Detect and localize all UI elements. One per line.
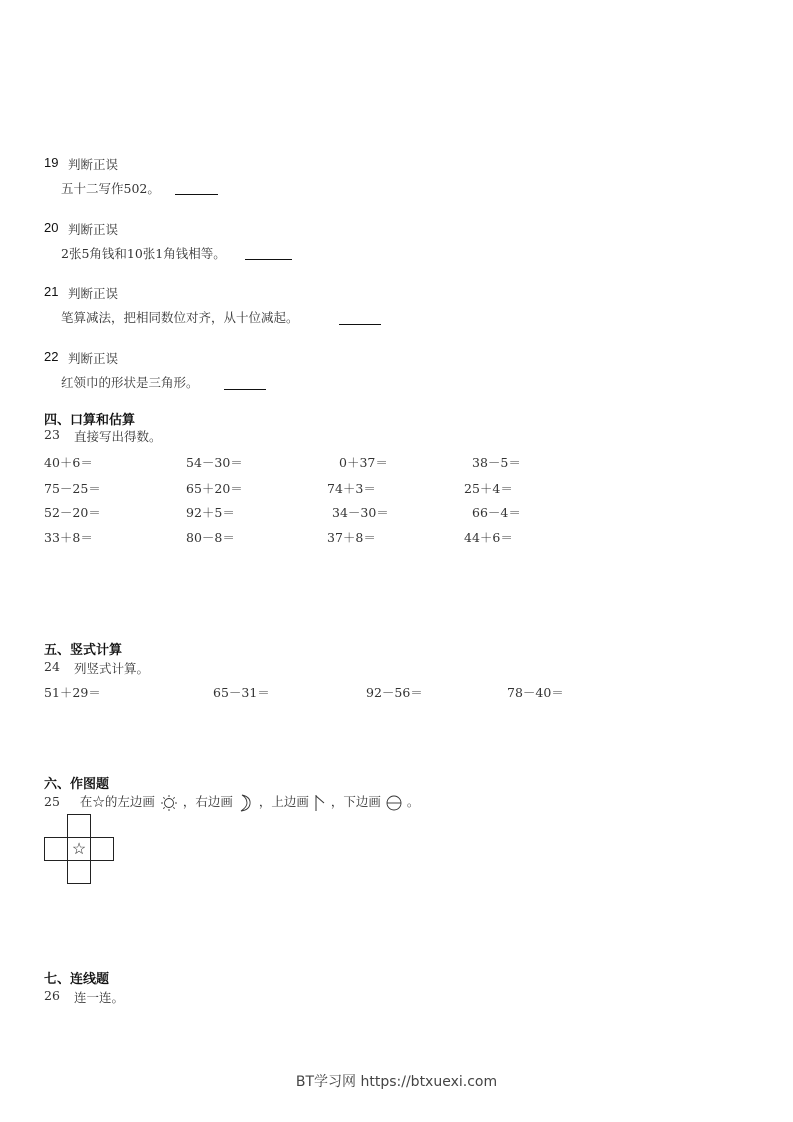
question-text-part: ，下边画 bbox=[330, 794, 381, 809]
flag-icon bbox=[313, 793, 327, 813]
math-expression: 33＋8＝ bbox=[44, 530, 93, 545]
question-25-line bbox=[44, 792, 419, 813]
question-statement: 笔算减法，把相同数位对齐，从十位减起。 bbox=[61, 310, 299, 325]
footer-watermark: BT学习网 https://btxuexi.com bbox=[295, 1074, 498, 1090]
math-expression: 92＋5＝ bbox=[186, 505, 235, 520]
math-expression: 25＋4＝ bbox=[464, 481, 513, 496]
math-expression: 92－56＝ bbox=[366, 685, 423, 700]
section-heading: 六、作图题 bbox=[44, 777, 110, 792]
section-heading: 五、竖式计算 bbox=[44, 643, 123, 658]
question-statement: 五十二写作502。 bbox=[61, 181, 160, 196]
question-number: 26 bbox=[44, 988, 60, 1003]
math-expression: 65－31＝ bbox=[213, 685, 270, 700]
question-number: 23 bbox=[44, 427, 60, 442]
grid-cell-right[interactable] bbox=[90, 837, 114, 861]
circle-line-icon bbox=[385, 794, 403, 812]
question-text-part: 在☆的左边画 bbox=[79, 794, 155, 809]
question-title: 判断正误 bbox=[68, 286, 119, 301]
question-text: 列竖式计算。 bbox=[74, 661, 150, 676]
question-number: 19 bbox=[44, 155, 59, 170]
question-text: 连一连。 bbox=[74, 990, 125, 1005]
math-expression: 34－30＝ bbox=[332, 505, 389, 520]
math-expression: 38－5＝ bbox=[472, 455, 521, 470]
math-expression: 75－25＝ bbox=[44, 481, 101, 496]
answer-blank[interactable] bbox=[245, 258, 292, 260]
question-statement: 2张5角钱和10张1角钱相等。 bbox=[61, 246, 226, 261]
math-expression: 74＋3＝ bbox=[327, 481, 376, 496]
grid-cell-center bbox=[67, 837, 91, 861]
question-number: 24 bbox=[44, 659, 60, 674]
grid-cell-left[interactable] bbox=[44, 837, 68, 861]
question-number: 22 bbox=[44, 349, 59, 364]
math-expression: 0＋37＝ bbox=[339, 455, 388, 470]
question-title: 判断正误 bbox=[68, 222, 119, 237]
moon-icon bbox=[237, 793, 255, 813]
grid-cell-top[interactable] bbox=[67, 814, 91, 838]
question-number: 25 bbox=[44, 794, 60, 809]
math-expression: 54－30＝ bbox=[186, 455, 243, 470]
question-title: 判断正误 bbox=[68, 351, 119, 366]
section-heading: 四、口算和估算 bbox=[44, 413, 136, 428]
question-number: 21 bbox=[44, 284, 59, 299]
math-expression: 66－4＝ bbox=[472, 505, 521, 520]
question-text: 直接写出得数。 bbox=[74, 429, 162, 444]
answer-blank[interactable] bbox=[339, 323, 381, 325]
math-expression: 51＋29＝ bbox=[44, 685, 101, 700]
answer-blank[interactable] bbox=[175, 193, 218, 195]
sun-icon bbox=[159, 794, 179, 812]
question-text-part: ，右边画 bbox=[182, 794, 233, 809]
math-expression: 78－40＝ bbox=[507, 685, 564, 700]
math-expression: 65＋20＝ bbox=[186, 481, 243, 496]
section-heading: 七、连线题 bbox=[44, 972, 110, 987]
grid-cell-bottom[interactable] bbox=[67, 860, 91, 884]
math-expression: 52－20＝ bbox=[44, 505, 101, 520]
math-expression: 40＋6＝ bbox=[44, 455, 93, 470]
math-expression: 44＋6＝ bbox=[464, 530, 513, 545]
math-expression: 37＋8＝ bbox=[327, 530, 376, 545]
question-statement: 红领巾的形状是三角形。 bbox=[61, 375, 199, 390]
star-icon: ☆ bbox=[71, 839, 87, 858]
question-text-part: ，上边画 bbox=[258, 794, 309, 809]
question-title: 判断正误 bbox=[68, 157, 119, 172]
math-expression: 80－8＝ bbox=[186, 530, 235, 545]
question-number: 20 bbox=[44, 220, 59, 235]
answer-blank[interactable] bbox=[224, 388, 266, 390]
question-text-part: 。 bbox=[406, 794, 420, 809]
